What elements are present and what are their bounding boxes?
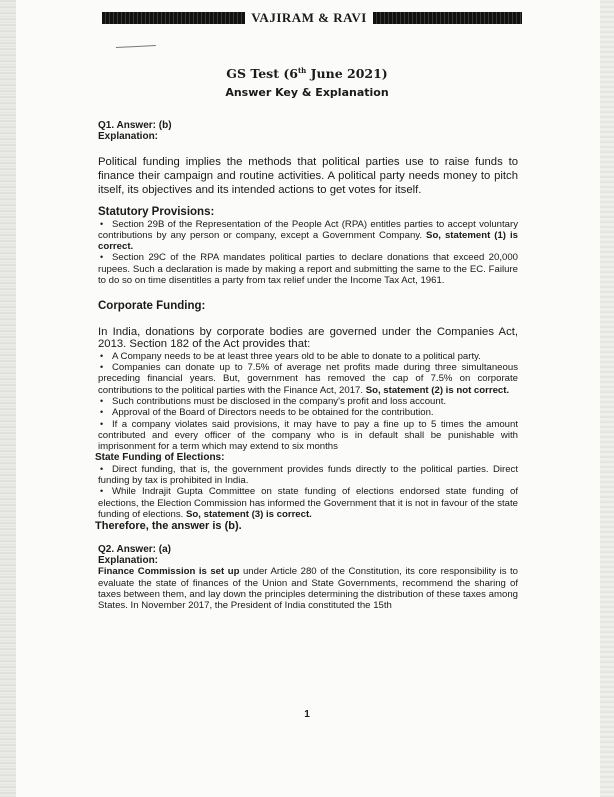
bullet-icon: •: [100, 362, 104, 373]
document-subtitle: Answer Key & Explanation: [225, 86, 389, 99]
header-title: VAJIRAM & RAVI: [251, 10, 367, 25]
q2-explanation-label: Explanation:: [98, 555, 159, 567]
q2-paragraph: Finance Commission is set up under Article 280 of the Constitution, its core responsibility is to evaluate the state of finances of the Union and State Governments, recommend the sharing of taxes between them, and lay down the principles determining the distribution of these taxes among States. In November 2017, the President of India constituted the 15th: [98, 566, 519, 612]
scan-left-edge: [0, 0, 16, 797]
bullet-icon: •: [100, 463, 104, 474]
list-item: • While Indrajit Gupta Committee on state funding of elections endorsed state funding of elections, the Election Commission has informed the Government that it is not in favour of the state funding of elections. So, statement (3) is correct.: [98, 486, 518, 520]
list-item: • Direct funding, that is, the government provides funds directly to the political parties. Direct funding by tax is prohibited in India.: [98, 463, 518, 487]
bullet-icon: •: [100, 418, 104, 429]
corporate-heading: Corporate Funding:: [98, 300, 206, 313]
list-item: • A Company needs to be at least three years old to be able to donate to a political party.: [100, 350, 481, 362]
list-item: • Section 29B of the Representation of the People Act (RPA) entitles parties to accept voluntary contributions by any person or company, except a Government Company. So, statement (1) is correct.: [98, 218, 518, 253]
bullet-icon: •: [100, 486, 104, 497]
state-funding-heading: State Funding of Elections:: [95, 452, 225, 464]
q1-answer: Q1. Answer: (b): [98, 120, 172, 131]
list-item: • Companies can donate up to 7.5% of average net profits made during three simultaneous preceding financial years. But, government has removed the cap of 7.5% on corporate contributions to the political parties with the Finance Act, 2017. So, statement (2) is not correct.: [98, 362, 518, 396]
bullet-icon: •: [100, 395, 104, 406]
page-header: [102, 10, 522, 26]
list-item: • Section 29C of the RPA mandates political parties to declare donations that exceed 20,000 rupees. Such a declaration is made by making a report and submitting the same to the EC. Failure to do so on time disentitles a party from tax relief under the Income Tax Act, 1961.: [98, 252, 518, 286]
corporate-list: [98, 351, 518, 453]
scan-right-edge: [600, 0, 614, 797]
corporate-intro: In India, donations by corporate bodies are governed under the Companies Act, 2013. Section 182 of the Act provides that:: [98, 325, 518, 351]
q1-conclusion: Therefore, the answer is (b).: [95, 520, 242, 533]
document-title: GS Test (6th June 2021): [226, 66, 388, 82]
statutory-list: [98, 219, 518, 287]
bullet-icon: •: [100, 407, 104, 418]
header-bar-left: [102, 12, 245, 24]
list-item: • If a company violates said provisions, it may have to pay a fine up to 5 times the amount contributed and every officer of the company who is in default shall be punishable with imprisonment for a term which may extend to six months: [98, 418, 518, 453]
list-item: • Such contributions must be disclosed in the company's profit and loss account.: [100, 395, 447, 407]
q1-explanation-label: Explanation:: [98, 131, 159, 142]
bullet-icon: •: [100, 350, 104, 361]
q1-intro-paragraph: Political funding implies the methods that political parties use to raise funds to finance their campaign and routine activities. A political party needs money to pitch itself, its objectives and its intended actions to get votes for itself.: [98, 156, 518, 196]
bullet-icon: •: [100, 252, 104, 263]
list-item: • Approval of the Board of Directors needs to be obtained for the contribution.: [100, 407, 434, 419]
page-number: 1: [304, 709, 310, 720]
scan-mark: [116, 45, 156, 52]
document-body: [95, 120, 519, 612]
q2-answer: Q2. Answer: (a): [98, 544, 171, 556]
statutory-heading: Statutory Provisions:: [98, 206, 215, 218]
state-funding-list: [98, 464, 518, 520]
bullet-icon: •: [100, 218, 104, 229]
header-bar-right: [373, 12, 522, 24]
